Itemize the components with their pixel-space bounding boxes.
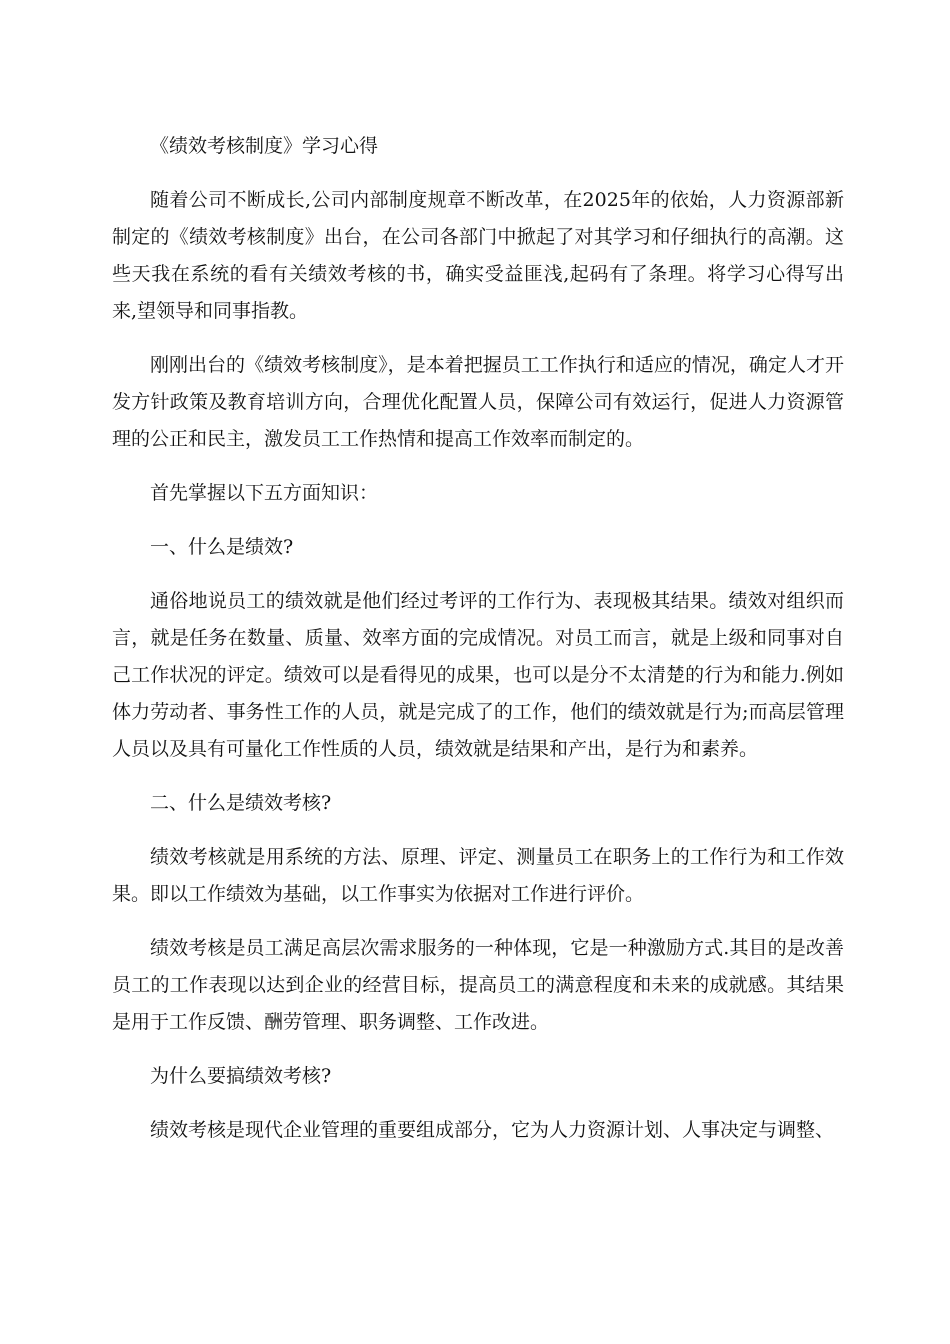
paragraph-performance-definition: 通俗地说员工的绩效就是他们经过考评的工作行为、表现极其结果。绩效对组织而言，就是任务在数量、质量、效率方面的完成情况。对员工而言，就是上级和同事对自己工作状况的评定。绩效可以是看得见的成果，也可以是分不太清楚的行为和能力.例如体力劳动者、事务性工作的人员，就是完成了的工作，他们的绩效就是行为;而高层管理人员以及具有可量化工作性质的人员，绩效就是结果和产出，是行为和素养。: [112, 590, 844, 760]
document-title: 《绩效考核制度》学习心得: [150, 135, 379, 157]
paragraph-intro: 随着公司不断成长,公司内部制度规章不断改革，在2025年的依始，人力资源部新制定的《绩效考核制度》出台，在公司各部门中掀起了对其学习和仔细执行的高潮。这些天我在系统的看有关绩效考核的书，确实受益匪浅,起码有了条理。将学习心得写出来,望领导和同事指教。: [112, 189, 844, 322]
paragraph-appraisal-purpose: 绩效考核是员工满足高层次需求服务的一种体现，它是一种激励方式.其目的是改善员工的工作表现以达到企业的经营目标，提高员工的满意程度和未来的成就感。其结果是用于工作反馈、酬劳管理、职务调整、工作改进。: [112, 937, 844, 1033]
section-heading-why-appraisal: 为什么要搞绩效考核?: [150, 1065, 332, 1087]
section-heading-what-is-performance: 一、什么是绩效?: [150, 536, 294, 558]
paragraph-five-aspects: 首先掌握以下五方面知识：: [150, 482, 379, 504]
paragraph-appraisal-definition: 绩效考核就是用系统的方法、原理、评定、测量员工在职务上的工作行为和工作效果。即以工作绩效为基础，以工作事实为依据对工作进行评价。: [112, 846, 844, 905]
document-page: [112, 128, 844, 1149]
paragraph-appraisal-importance: 绩效考核是现代企业管理的重要组成部分，它为人力资源计划、人事决定与调整、: [150, 1119, 835, 1141]
paragraph-purpose: 刚刚出台的《绩效考核制度》，是本着把握员工工作执行和适应的情况，确定人才开发方针政策及教育培训方向，合理优化配置人员，保障公司有效运行，促进人力资源管理的公正和民主，激发员工工作热情和提高工作效率而制定的。: [112, 354, 844, 450]
section-heading-what-is-appraisal: 二、什么是绩效考核?: [150, 792, 332, 814]
